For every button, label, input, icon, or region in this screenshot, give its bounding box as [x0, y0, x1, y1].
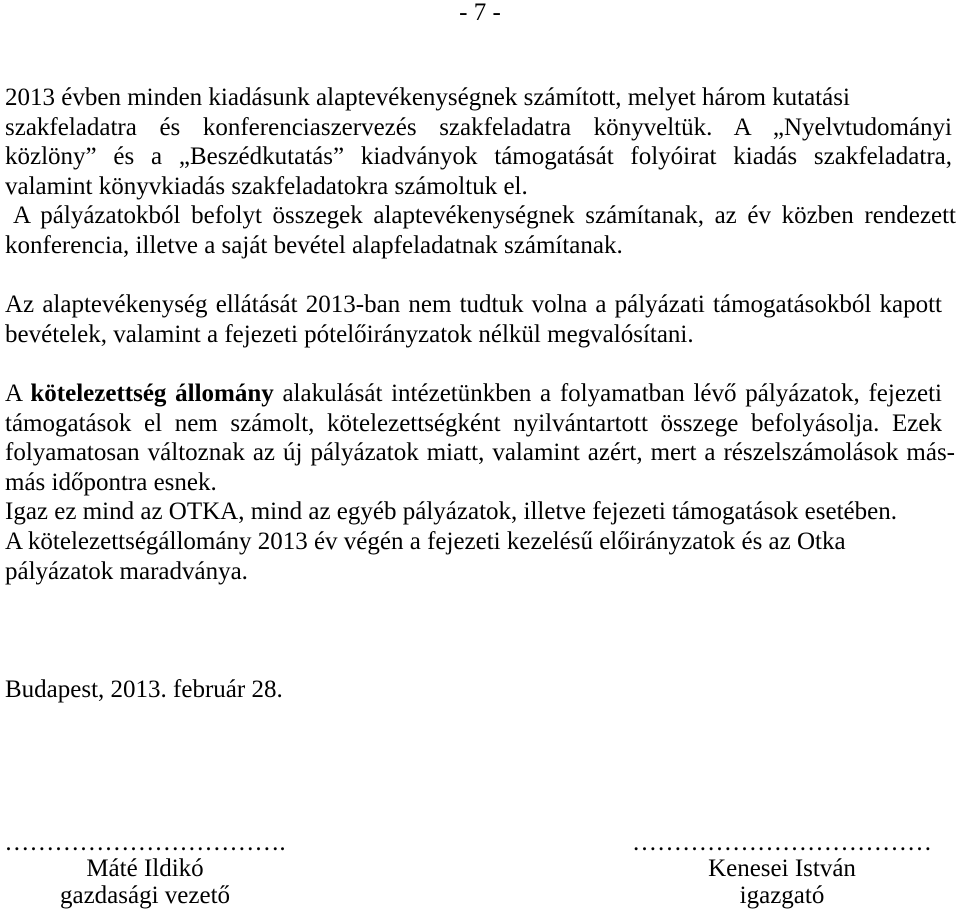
text-line: más időpontra esnek. — [5, 468, 217, 496]
text-line: konferencia, illetve a saját bevétel alapfeladatnak számítanak. — [5, 231, 623, 259]
signature-dots: ……………………………. — [4, 829, 286, 856]
text-line: szakfeladatra és konferenciaszervezés szakfeladatra könyveltük. A „Nyelvtudományi — [5, 113, 952, 141]
text-line: A pályázatokból befolyt összegek alaptevékenységnek számítanak, az év közben rendezett — [13, 202, 956, 230]
signatory-name: Kenesei István — [708, 855, 856, 882]
text-line: bevételek, valamint a fejezeti pótelőirányzatok nélkül megvalósítani. — [5, 320, 694, 348]
paragraph-core-activity — [5, 290, 960, 349]
page-number: - 7 - — [459, 0, 501, 26]
signatory-name: Máté Ildikó — [86, 855, 204, 882]
text-line: közlöny” és a „Beszédkutatás” kiadványok támogatását folyóirat kiadás szakfeladatra, — [5, 143, 952, 171]
text-line: 2013 évben minden kiadásunk alaptevékenységnek számított, melyet három kutatási — [5, 84, 850, 111]
text-line: pályázatok maradványa. — [5, 557, 248, 585]
document-body — [5, 83, 960, 704]
text-fragment: A — [5, 379, 22, 407]
text-line: folyamatosan változnak az új pályázatok miatt, valamint azért, mert a részelszámolások más- — [5, 439, 955, 467]
text-line: valamint könyvkiadás szakfeladatokra számoltuk el. — [5, 172, 528, 200]
signatory-title: igazgató — [739, 882, 825, 909]
text-line: támogatások el nem számolt, kötelezettségként nyilvántartott összege befolyásolja. Ezek — [5, 409, 942, 437]
text-line — [5, 379, 942, 409]
text-fragment: alakulását intézetünkben a folyamatban lévő pályázatok, fejezeti — [282, 379, 942, 407]
signature-block-right — [632, 830, 932, 910]
paragraph-accounting — [5, 83, 960, 261]
signature-block-left — [0, 830, 290, 910]
bold-term: kötelezettség állomány — [30, 379, 274, 407]
text-line: Az alaptevékenység ellátását 2013-ban nem tudtuk volna a pályázati támogatásokból kapott — [5, 291, 942, 319]
text-line: A kötelezettségállomány 2013 év végén a fejezeti kezelésű előirányzatok és az Otka — [5, 527, 846, 555]
text-line: Igaz ez mind az OTKA, mind az egyéb pályázatok, illetve fejezeti támogatások esetében. — [5, 498, 897, 526]
place-and-date: Budapest, 2013. február 28. — [5, 675, 283, 703]
paragraph-obligations — [5, 379, 960, 586]
signatory-title: gazdasági vezető — [59, 882, 231, 909]
signature-dots: ……………………………… — [632, 829, 932, 856]
